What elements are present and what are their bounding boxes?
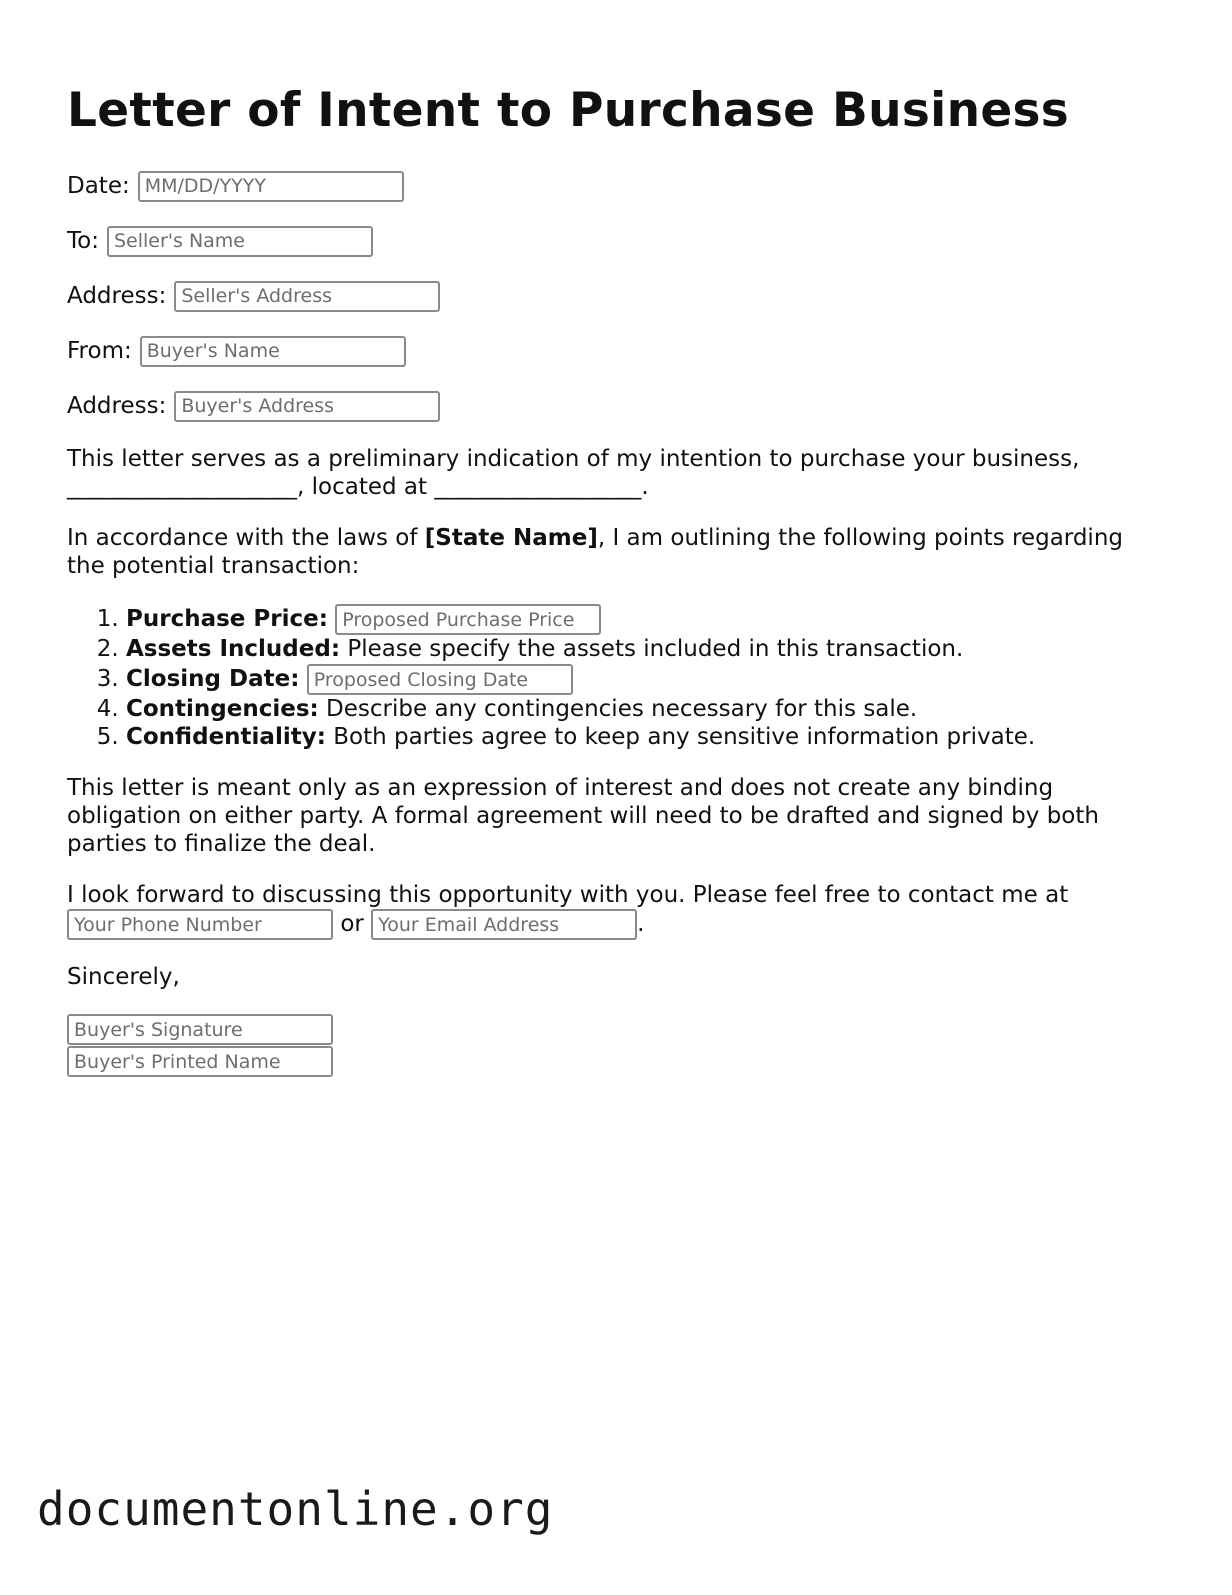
intro-paragraph [67, 445, 1167, 501]
point-label: Purchase Price: [126, 606, 328, 632]
page-title: Letter of Intent to Purchase Business [67, 83, 1070, 138]
disclaimer-paragraph: This letter is meant only as an expression of interest and does not create any binding obligation on either party. A formal agreement will need to be drafted and signed by both parties to finalize the deal. [67, 775, 1099, 857]
contact-period: . [637, 911, 645, 937]
contact-paragraph [67, 881, 1167, 940]
point-label: Contingencies: [126, 696, 319, 722]
printed-name-input[interactable] [67, 1046, 333, 1077]
signature-input[interactable] [67, 1014, 333, 1045]
point-closing-date [126, 663, 1167, 695]
signature-block [67, 1014, 1167, 1077]
point-confidentiality [126, 723, 1167, 751]
point-text: Both parties agree to keep any sensitive information private. [325, 724, 1036, 750]
point-label: Confidentiality: [126, 724, 326, 750]
points-list [67, 603, 1167, 751]
seller-address-row [67, 280, 1167, 312]
site-watermark: documentonline.org [37, 1482, 554, 1536]
date-row [67, 170, 1167, 202]
point-text: Please specify the assets included in this transaction. [340, 636, 964, 662]
intro-line-2: ____________________, located at __________________. [67, 474, 649, 500]
intro-line-1: This letter serves as a preliminary indication of my intention to purchase your business, [67, 446, 1080, 472]
accordance-paragraph [67, 524, 1167, 580]
point-assets-included [126, 635, 1167, 663]
buyer-name-input[interactable] [140, 336, 406, 367]
closing-salutation: Sincerely, [67, 964, 180, 990]
buyer-address-input[interactable] [174, 391, 440, 422]
to-label: To: [67, 228, 99, 254]
seller-address-label: Address: [67, 283, 167, 309]
point-text: Describe any contingencies necessary for this sale. [318, 696, 918, 722]
seller-name-input[interactable] [107, 226, 373, 257]
phone-input[interactable] [67, 909, 333, 940]
accordance-before: In accordance with the laws of [67, 525, 425, 551]
email-input[interactable] [371, 909, 637, 940]
point-purchase-price [126, 603, 1167, 635]
letter-page [67, 82, 1167, 1078]
seller-address-input[interactable] [174, 281, 440, 312]
contact-or: or [340, 911, 364, 937]
point-label: Closing Date: [126, 666, 300, 692]
from-row [67, 335, 1167, 367]
accordance-after: , I am outlining the following points regarding the potential transaction: [67, 525, 1124, 579]
buyer-address-row [67, 390, 1167, 422]
point-contingencies [126, 695, 1167, 723]
state-name: [State Name] [424, 525, 598, 551]
from-label: From: [67, 338, 132, 364]
purchase-price-input[interactable] [335, 604, 601, 635]
to-row [67, 225, 1167, 257]
closing-date-input[interactable] [307, 664, 573, 695]
contact-text: I look forward to discussing this opportunity with you. Please feel free to contact me at [67, 882, 1069, 908]
buyer-address-label: Address: [67, 393, 167, 419]
date-input[interactable] [138, 171, 404, 202]
point-label: Assets Included: [126, 636, 341, 662]
date-label: Date: [67, 173, 130, 199]
